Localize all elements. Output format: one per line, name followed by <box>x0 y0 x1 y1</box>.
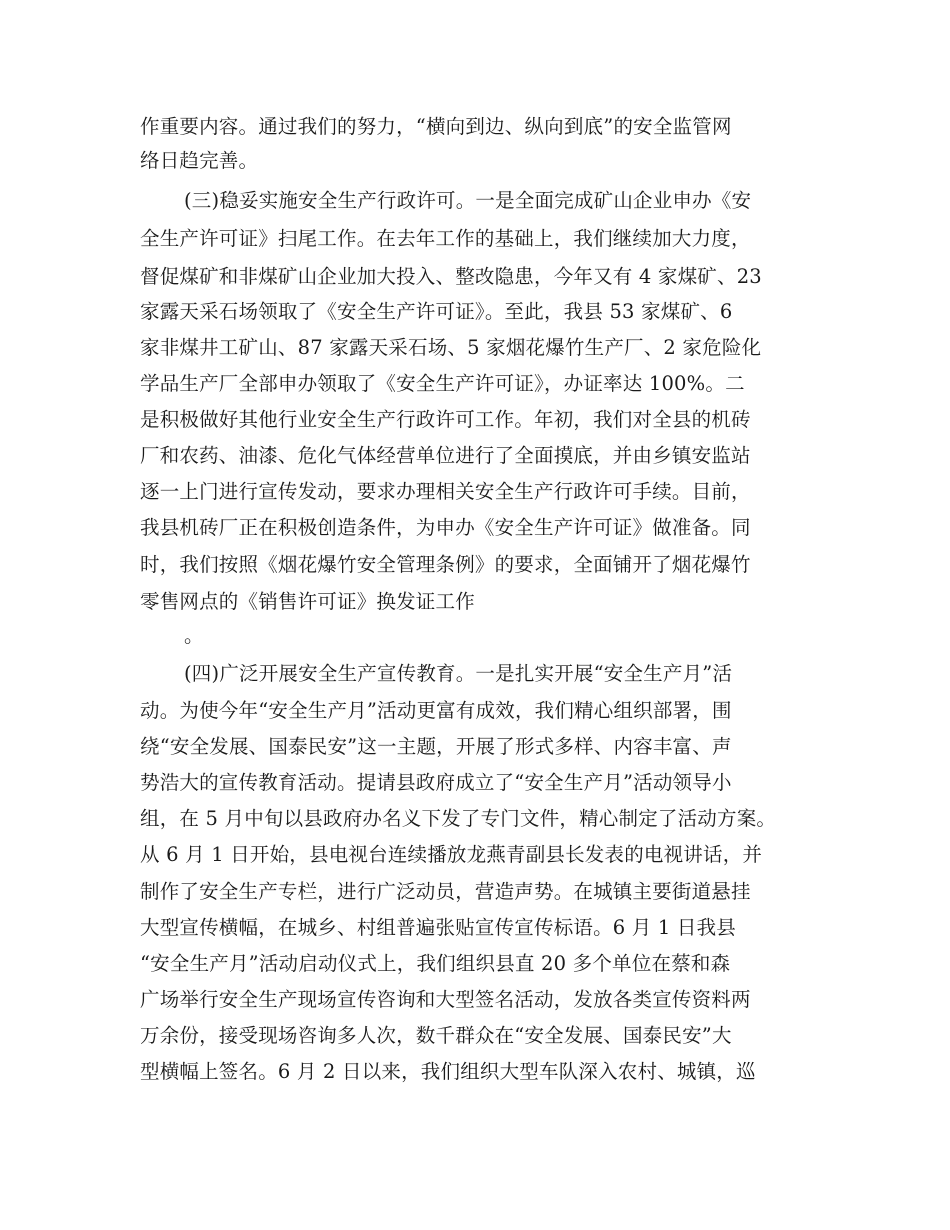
text-line: 作重要内容。通过我们的努力，“横向到边、纵向到底”的安全监管网 <box>140 115 732 138</box>
text-line: 动。为使今年“安全生产月”活动更富有成效，我们精心组织部署，围 <box>140 699 732 722</box>
text-line: 全生产许可证》扫尾工作。在去年工作的基础上，我们继续加大力度， <box>140 227 751 250</box>
text-line: 是积极做好其他行业安全生产行政许可工作。年初，我们对全县的机砖 <box>140 408 751 431</box>
section-heading-3: (三)稳妥实施安全生产行政许可。一是全面完成矿山企业申办《安 <box>184 189 752 212</box>
text-line: 大型宣传横幅，在城乡、村组普遍张贴宣传宣传标语。6 月 1 日我县 <box>140 916 737 939</box>
text-line: 绕“安全发展、国泰民安”这一主题，开展了形式多样、内容丰富、声 <box>140 735 732 758</box>
text-line: 组，在 5 月中旬以县政府办名义下发了专门文件，精心制定了活动方案。 <box>140 807 777 830</box>
text-line: 逐一上门进行宣传发动，要求办理相关安全生产行政许可手续。目前， <box>140 480 751 503</box>
text-line: 。 <box>184 624 204 647</box>
text-line: “安全生产月”活动启动仪式上，我们组织县直 20 多个单位在蔡和森 <box>140 952 731 975</box>
text-line: 零售网点的《销售许可证》换发证工作 <box>140 590 475 613</box>
text-line: 家非煤井工矿山、87 家露天采石场、5 家烟花爆竹生产厂、2 家危险化 <box>140 336 762 359</box>
text-line: 制作了安全生产专栏，进行广泛动员，营造声势。在城镇主要街道悬挂 <box>140 880 751 903</box>
text-line: 络日趋完善。 <box>140 149 259 172</box>
text-line: 从 6 月 1 日开始，县电视台连续播放龙燕青副县长发表的电视讲话，并 <box>140 843 763 866</box>
section-heading-4: (四)广泛开展安全生产宣传教育。一是扎实开展“安全生产月”活 <box>184 662 733 685</box>
text-line: 督促煤矿和非煤矿山企业加大投入、整改隐患，今年又有 4 家煤矿、23 <box>140 265 762 288</box>
text-line: 广场举行安全生产现场宣传咨询和大型签名活动，发放各类宣传资料两 <box>140 988 751 1011</box>
text-line: 学品生产厂全部申办领取了《安全生产许可证》，办证率达 100%。二 <box>140 372 745 395</box>
text-line: 厂和农药、油漆、危化气体经营单位进行了全面摸底，并由乡镇安监站 <box>140 444 751 467</box>
text-line: 万余份，接受现场咨询多人次，数千群众在“安全发展、国泰民安”大 <box>140 1024 732 1047</box>
text-line: 时，我们按照《烟花爆竹安全管理条例》的要求，全面铺开了烟花爆竹 <box>140 553 751 576</box>
text-line: 家露天采石场领取了《安全生产许可证》。至此，我县 53 家煤矿、6 <box>140 300 733 323</box>
text-line: 我县机砖厂正在积极创造条件，为申办《安全生产许可证》做准备。同 <box>140 516 751 539</box>
text-line: 势浩大的宣传教育活动。提请县政府成立了“安全生产月”活动领导小 <box>140 771 732 794</box>
text-line: 型横幅上签名。6 月 2 日以来，我们组织大型车队深入农村、城镇，巡 <box>140 1060 756 1083</box>
